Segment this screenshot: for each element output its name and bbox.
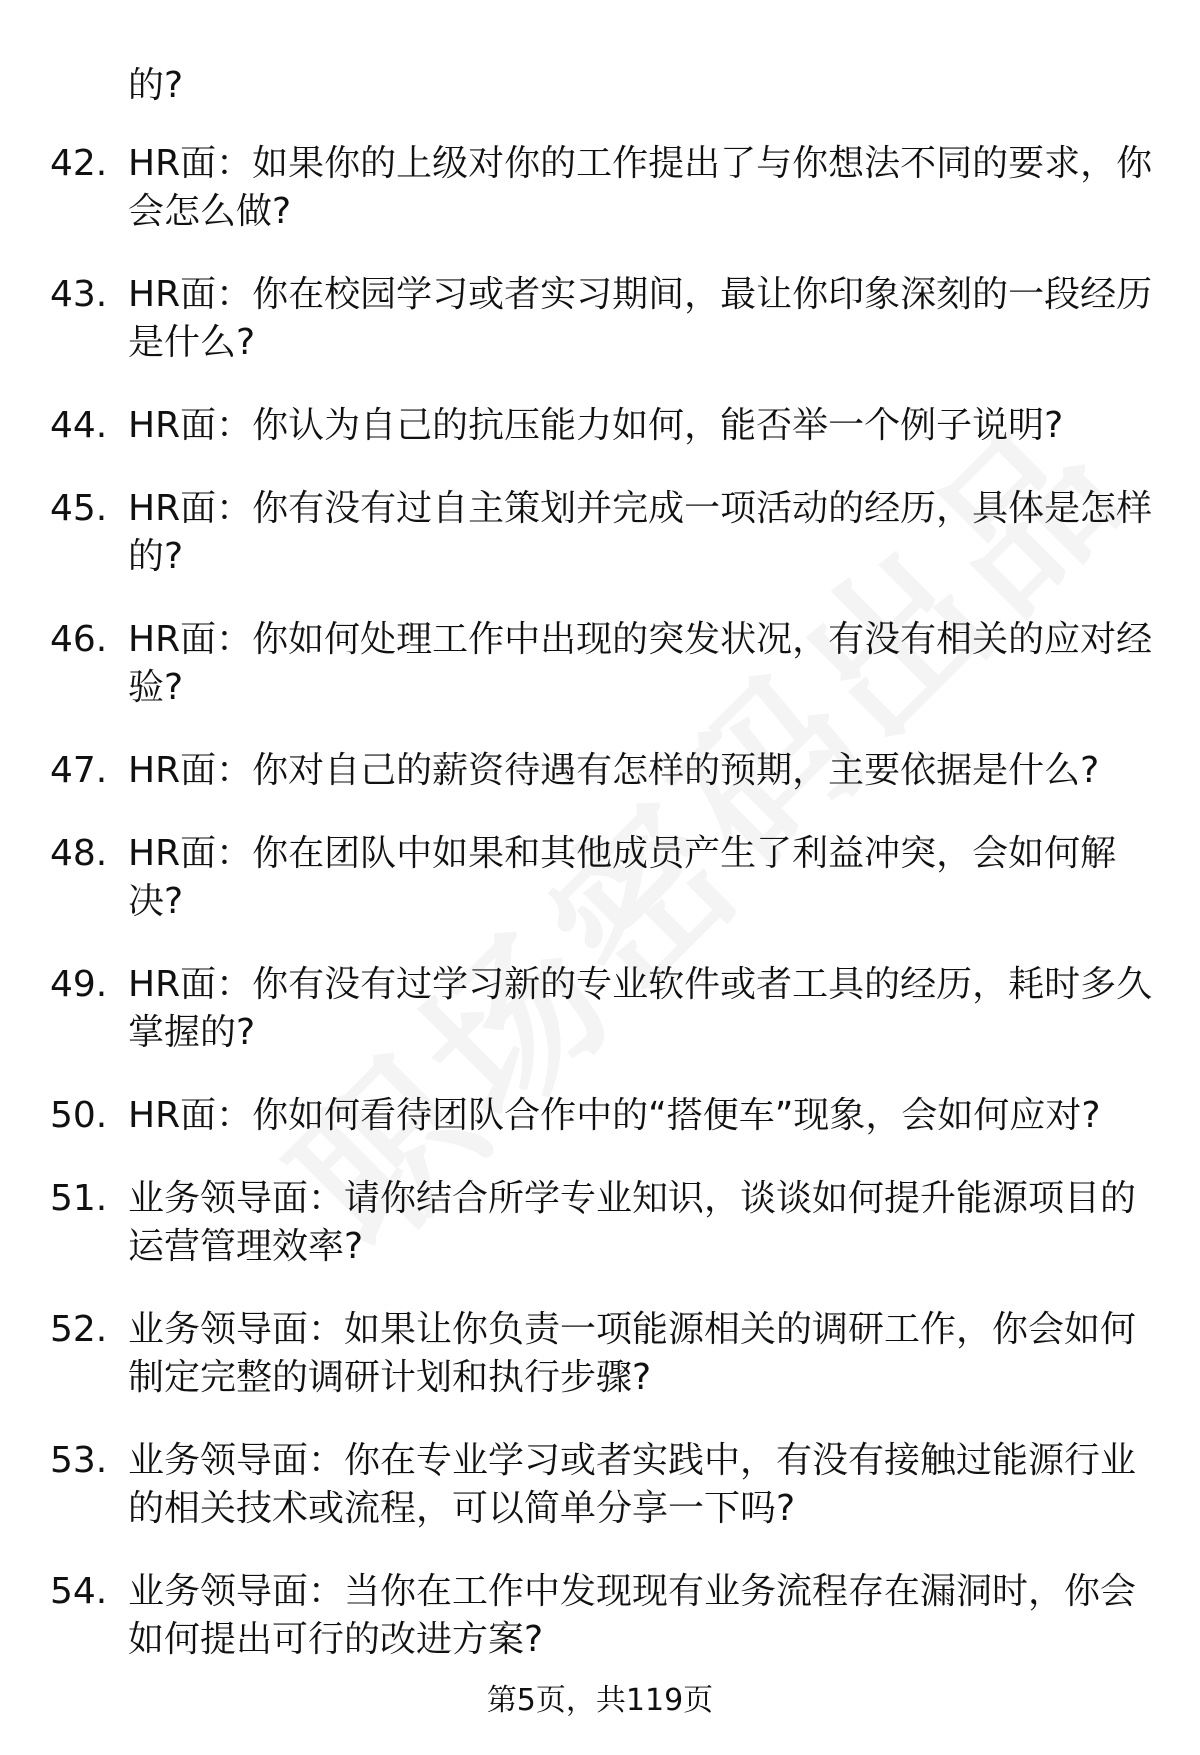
question-number: 51. — [50, 1178, 108, 1219]
continuation-text: 的? — [128, 65, 184, 106]
question-item — [50, 1568, 1160, 1664]
question-item — [50, 616, 1160, 712]
question-number: 45. — [50, 488, 108, 529]
question-number: 50. — [50, 1095, 108, 1136]
question-number: 47. — [50, 750, 108, 791]
question-item — [50, 271, 1160, 367]
question-item — [50, 1306, 1160, 1402]
question-item — [50, 1092, 1160, 1140]
question-number: 43. — [50, 274, 108, 315]
question-text: HR面：你认为自己的抗压能力如何，能否举一个例子说明? — [128, 405, 1064, 446]
question-text: HR面：你在校园学习或者实习期间，最让你印象深刻的一段经历是什么? — [128, 274, 1153, 363]
question-text: HR面：你对自己的薪资待遇有怎样的预期，主要依据是什么? — [128, 750, 1100, 791]
question-number: 52. — [50, 1309, 108, 1350]
question-list — [50, 140, 1160, 1699]
question-item — [50, 830, 1160, 926]
question-number: 53. — [50, 1440, 108, 1481]
question-item — [50, 961, 1160, 1057]
question-text: 业务领导面：当你在工作中发现现有业务流程存在漏洞时，你会如何提出可行的改进方案? — [128, 1571, 1137, 1660]
question-text: HR面：如果你的上级对你的工作提出了与你想法不同的要求，你会怎么做? — [128, 143, 1153, 232]
question-number: 42. — [50, 143, 108, 184]
question-item — [50, 402, 1160, 450]
question-item — [50, 747, 1160, 795]
question-text: 业务领导面：如果让你负责一项能源相关的调研工作，你会如何制定完整的调研计划和执行步骤? — [128, 1309, 1137, 1398]
question-item — [50, 1437, 1160, 1533]
question-text: 业务领导面：你在专业学习或者实践中，有没有接触过能源行业的相关技术或流程，可以简单分享一下吗? — [128, 1440, 1137, 1529]
question-item — [50, 140, 1160, 236]
question-item — [50, 485, 1160, 581]
question-item — [50, 1175, 1160, 1271]
question-text: HR面：你在团队中如果和其他成员产生了利益冲突，会如何解决? — [128, 833, 1117, 922]
question-text: HR面：你如何看待团队合作中的“搭便车”现象，会如何应对? — [128, 1095, 1101, 1136]
question-text: HR面：你有没有过学习新的专业软件或者工具的经历，耗时多久掌握的? — [128, 964, 1153, 1053]
page-footer: 第5页，共119页 — [486, 1683, 714, 1718]
question-number: 49. — [50, 964, 108, 1005]
question-text: HR面：你如何处理工作中出现的突发状况，有没有相关的应对经验? — [128, 619, 1153, 708]
question-number: 44. — [50, 405, 108, 446]
question-number: 46. — [50, 619, 108, 660]
question-number: 48. — [50, 833, 108, 874]
question-text: 业务领导面：请你结合所学专业知识，谈谈如何提升能源项目的运营管理效率? — [128, 1178, 1137, 1267]
question-number: 54. — [50, 1571, 108, 1612]
question-text: HR面：你有没有过自主策划并完成一项活动的经历，具体是怎样的? — [128, 488, 1153, 577]
